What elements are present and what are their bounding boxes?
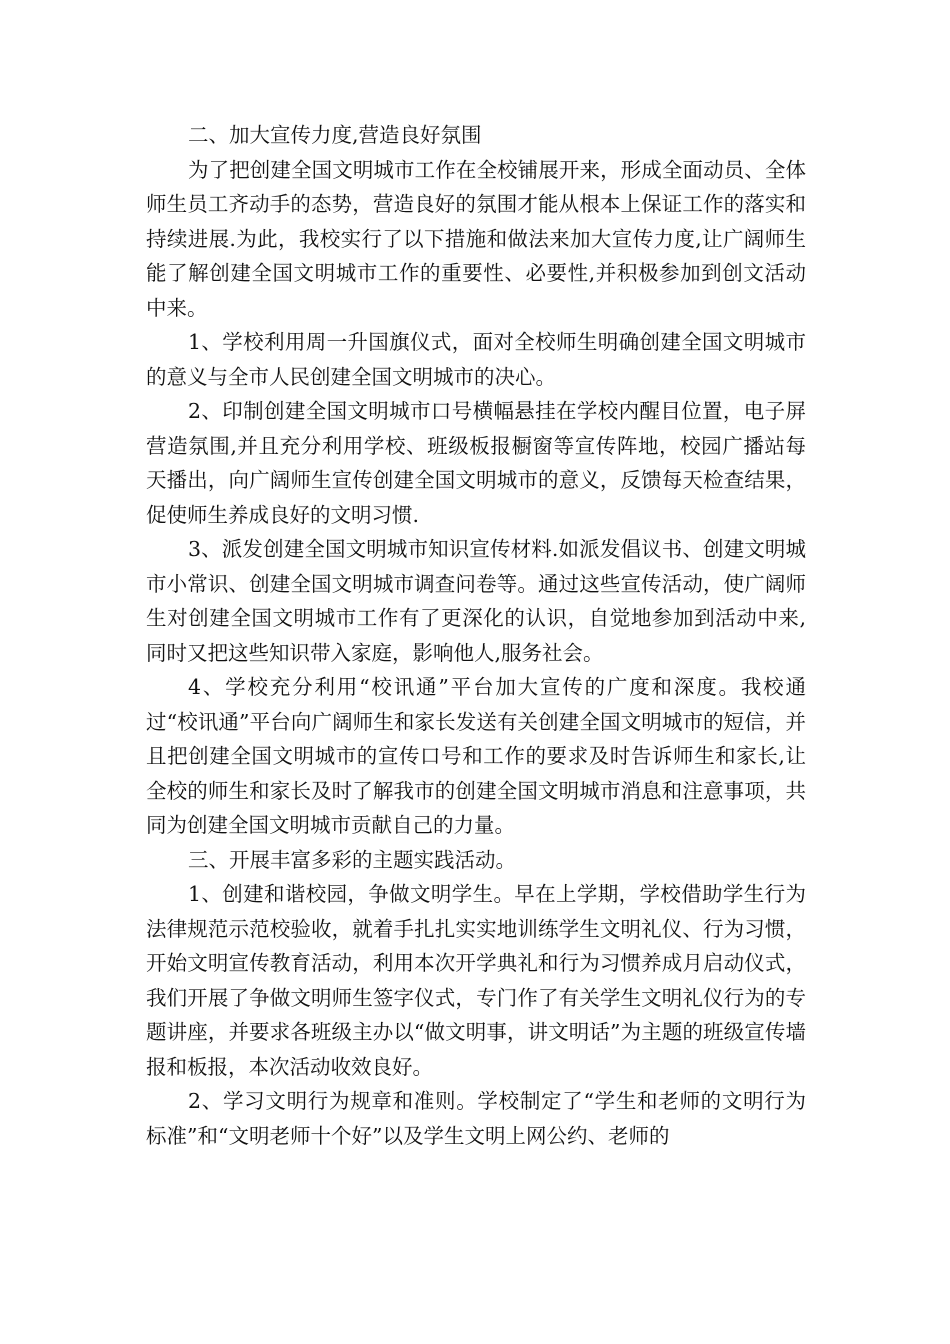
list-item: 4、学校充分利用“校讯通”平台加大宣传的广度和深度。我校通过“校讯通”平台向广阔师生和家长发送有关创建全国文明城市的短信，并且把创建全国文明城市的宣传口号和工作的要求及时告诉师生和家长,让全校的师生和家长及时了解我市的创建全国文明城市消息和注意事项，共同为创建全国文明城市贡献自己的力量。 [146, 675, 806, 837]
section-heading: 三、开展丰富多彩的主题实践活动。 [188, 847, 516, 872]
section-heading: 二、加大宣传力度,营造良好氛围 [188, 123, 482, 147]
paragraph: 为了把创建全国文明城市工作在全校铺展开来，形成全面动员、全体师生员工齐动手的态势，营造良好的氛围才能从根本上保证工作的落实和持续进展.为此，我校实行了以下措施和做法来加大宣传力度,让广阔师生能了解创建全国文明城市工作的重要性、必要性,并积极参加到创文活动中来。 [146, 157, 806, 320]
list-item: 1、学校利用周一升国旗仪式，面对全校师生明确创建全国文明城市的意义与全市人民创建全国文明城市的决心。 [146, 330, 806, 389]
document-body [146, 118, 806, 1153]
list-item: 1、创建和谐校园，争做文明学生。早在上学期，学校借助学生行为法律规范示范校验收，就着手扎扎实实地训练学生文明礼仪、行为习惯，开始文明宣传教育活动，利用本次开学典礼和行为习惯养成月启动仪式，我们开展了争做文明师生签字仪式，专门作了有关学生文明礼仪行为的专题讲座，并要求各班级主办以“做文明事，讲文明话”为主题的班级宣传墙报和板报，本次活动收效良好。 [146, 882, 806, 1079]
list-item: 3、派发创建全国文明城市知识宣传材料.如派发倡议书、创建文明城市小常识、创建全国文明城市调查问卷等。通过这些宣传活动，使广阔师生对创建全国文明城市工作有了更深化的认识，自觉地参加到活动中来,同时又把这些知识带入家庭，影响他人,服务社会。 [146, 537, 806, 665]
list-item: 2、印制创建全国文明城市口号横幅悬挂在学校内醒目位置，电子屏营造氛围,并且充分利用学校、班级板报橱窗等宣传阵地，校园广播站每天播出，向广阔师生宣传创建全国文明城市的意义，反馈每天检查结果，促使师生养成良好的文明习惯. [146, 399, 806, 527]
list-item: 2、学习文明行为规章和准则。学校制定了“学生和老师的文明行为标准”和“文明老师十个好”以及学生文明上网公约、老师的 [146, 1089, 806, 1148]
